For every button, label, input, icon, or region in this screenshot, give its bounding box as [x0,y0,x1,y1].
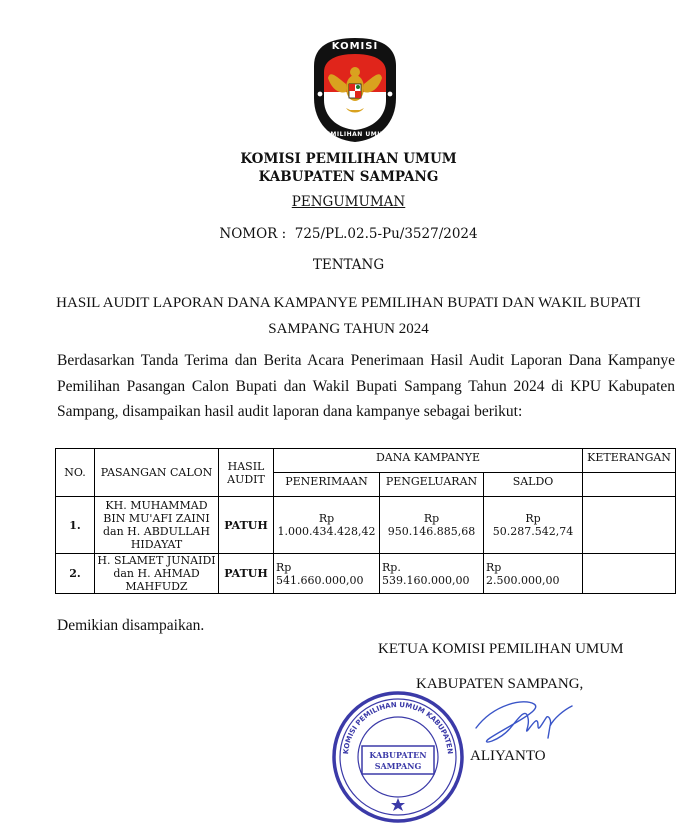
header-no: NO. [56,449,95,497]
row-keterangan [583,497,676,554]
header-keterangan: KETERANGAN [583,449,676,473]
document-type-text: PENGUMUMAN [291,194,406,210]
table-row [56,554,676,594]
signatory-title: KETUA KOMISI PEMILIHAN UMUM [378,641,624,657]
table-header-row [56,449,676,473]
row-pengeluaran [380,497,484,554]
document-subject [40,290,657,342]
currency-label: Rp [423,512,440,525]
row-keterangan [583,554,676,594]
logo-bottom-text: PEMILIHAN UMUM [320,131,390,138]
document-number: NOMOR : 725/PL.02.5-Pu/3527/2024 [219,226,478,242]
row-penerimaan [274,554,380,594]
currency-label: Rp [525,512,541,525]
row-hasil-audit: PATUH [219,497,274,554]
row-no: 2. [56,554,95,594]
row-pasangan-calon: H. SLAMET JUNAIDI dan H. AHMAD MAHFUDZ [95,554,219,594]
table-row [56,497,676,554]
stamp-center-line-2: SAMPANG [374,761,422,771]
org-name: KOMISI PEMILIHAN UMUM [240,151,457,167]
row-saldo [484,554,583,594]
amount: 539.160.000,00 [382,573,470,587]
amount: 541.660.000,00 [276,573,364,587]
official-stamp [330,690,466,824]
amount: 1.000.434.428,42 [277,525,376,538]
currency-label: Rp [486,560,502,574]
stamp-center-line-1: KABUPATEN [369,750,427,760]
signatory-region: KABUPATEN SAMPANG, [416,676,584,692]
header-pasangan-calon: PASANGAN CALON [95,449,219,497]
closing-text: Demikian disampaikan. [57,617,205,634]
document-type [0,194,697,210]
header-penerimaan: PENERIMAAN [274,473,380,497]
row-no: 1. [56,497,95,554]
subject-line-1: HASIL AUDIT LAPORAN DANA KAMPANYE PEMILIHAN BUPATI DAN WAKIL BUPATI [56,295,641,311]
logo-top-text: KOMISI [331,41,379,52]
signatory-name: ALIYANTO [470,748,546,764]
audit-results-table [55,448,676,594]
header-saldo: SALDO [484,473,583,497]
currency-label: Rp. [382,560,401,574]
stamp-ring-text: KOMISI PEMILIHAN UMUM KABUPATEN [342,700,454,755]
org-region: KABUPATEN SAMPANG [258,169,439,185]
row-saldo [484,497,583,554]
subject-line-2: SAMPANG TAHUN 2024 [268,321,429,337]
row-pengeluaran [380,554,484,594]
intro-paragraph: Berdasarkan Tanda Terima dan Berita Acara Penerimaan Hasil Audit Laporan Dana Kampanye Pemilihan Pasangan Calon Bupati dan Wakil Bupati Sampang Tahun 2024 di KPU Kabupaten Sampang, disampaikan hasil audit laporan dana kampanye sebagai berikut: [57,352,675,420]
row-hasil-audit: PATUH [219,554,274,594]
amount: 950.146.885,68 [387,525,476,538]
tentang-label: TENTANG [312,257,385,273]
amount: 2.500.000,00 [486,573,560,587]
header-dana-kampanye: DANA KAMPANYE [274,449,583,473]
kpu-logo [312,36,398,144]
row-pasangan-calon: KH. MUHAMMAD BIN MU'AFI ZAINI dan H. ABDULLAH HIDAYAT [95,497,219,554]
amount: 50.287.542,74 [492,525,574,538]
keterangan-blank [583,473,676,497]
handwritten-signature [470,694,580,746]
currency-label: Rp [276,560,292,574]
org-heading [0,150,697,186]
header-pengeluaran: PENGELUARAN [380,473,484,497]
currency-label: Rp [318,512,335,525]
row-penerimaan [274,497,380,554]
header-hasil-audit: HASIL AUDIT [219,449,274,497]
